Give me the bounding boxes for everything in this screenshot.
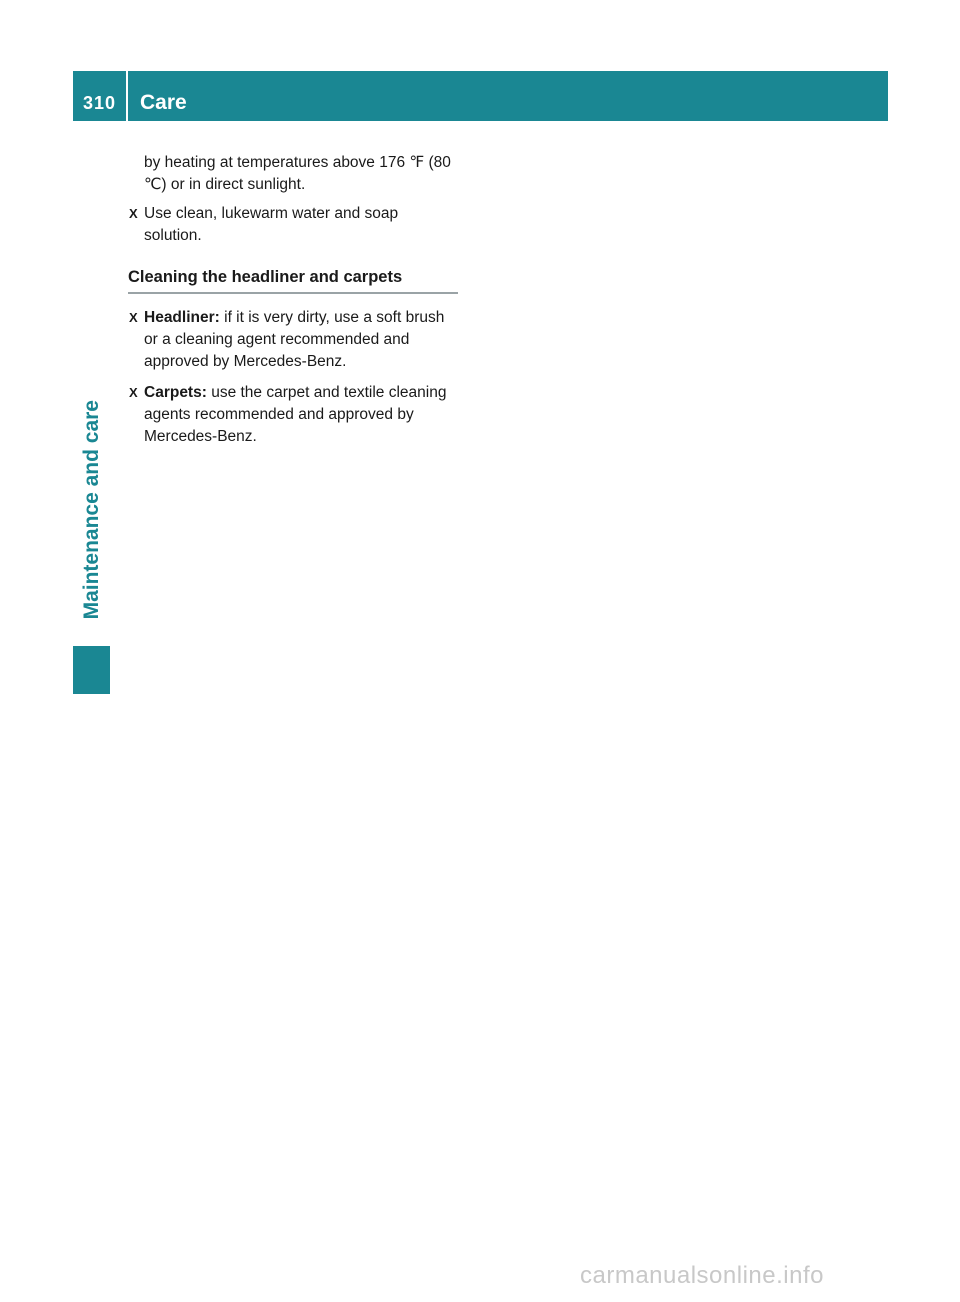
instruction-lead: Headliner: xyxy=(144,309,220,326)
side-tab-marker xyxy=(73,646,110,694)
section-heading: Cleaning the headliner and carpets xyxy=(128,266,458,294)
side-tab xyxy=(73,380,110,640)
intro-paragraph: by heating at temperatures above 176 ℉ (80 ℃) or in direct sunlight. xyxy=(144,154,451,193)
watermark: carmanualsonline.info xyxy=(580,1262,824,1289)
instruction-text: Use clean, lukewarm water and soap solution. xyxy=(144,205,399,244)
content-column xyxy=(128,152,460,457)
instruction-item-headliner xyxy=(128,307,460,373)
bullet-arrow-icon: X xyxy=(129,206,138,221)
side-tab-label: Maintenance and care xyxy=(79,400,103,620)
instruction-text: use the carpet and textile cleaning agents recommended and approved by Mercedes-Benz. xyxy=(144,384,447,445)
bullet-arrow-icon: X xyxy=(129,310,138,325)
header-divider xyxy=(126,71,128,121)
bullet-arrow-icon: X xyxy=(129,385,138,400)
chapter-title: Care xyxy=(140,91,187,114)
page-number: 310 xyxy=(82,93,117,113)
page-header-bar xyxy=(73,71,888,121)
instruction-lead: Carpets: xyxy=(144,384,207,401)
instruction-item-carpets xyxy=(128,382,460,448)
instruction-text: if it is very dirty, use a soft brush or a cleaning agent recommended and approved by Mercedes-Benz. xyxy=(144,309,445,370)
instruction-item xyxy=(128,203,460,247)
